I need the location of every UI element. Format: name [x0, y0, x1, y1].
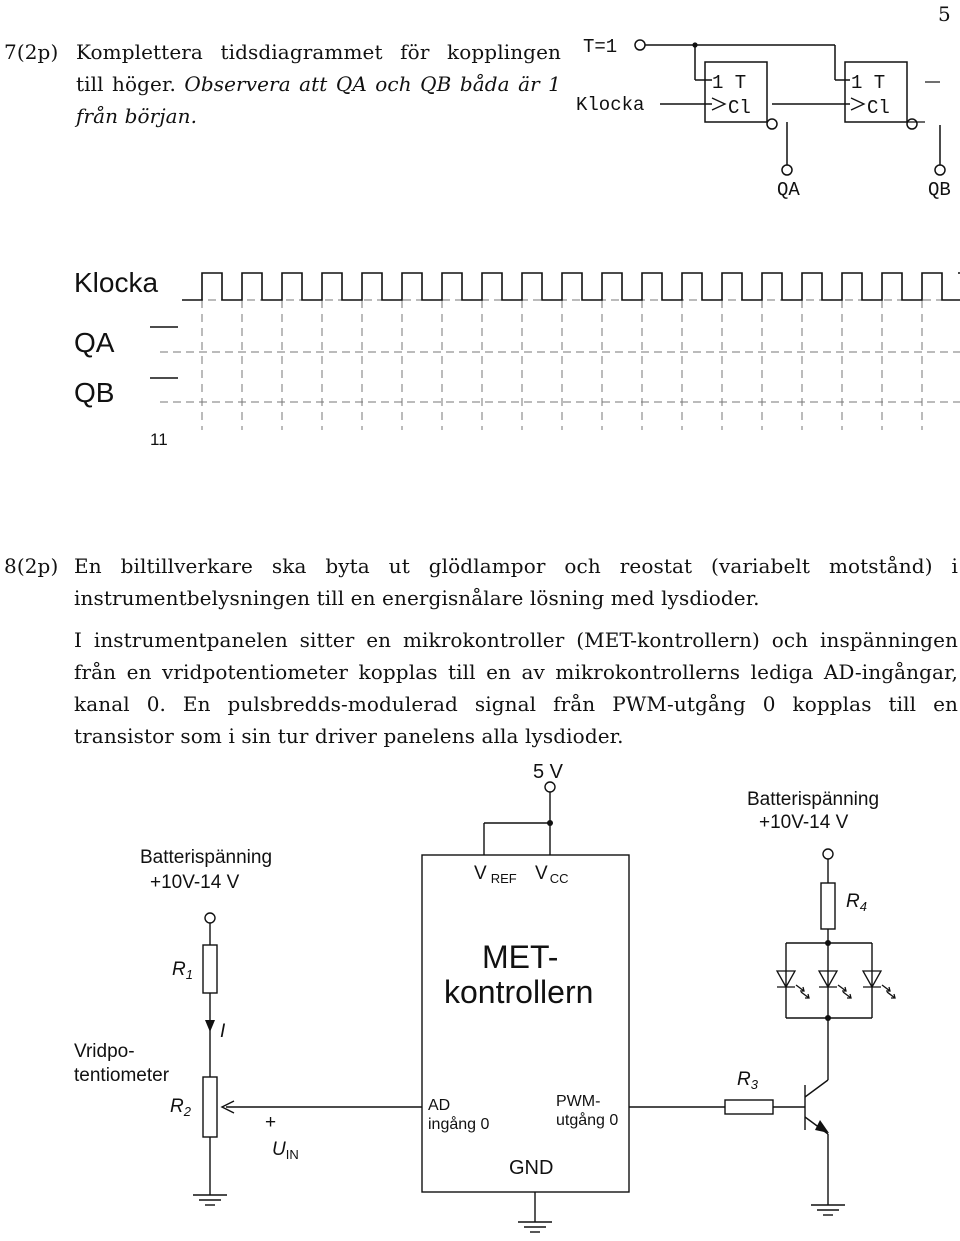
current-arrow: [205, 1020, 215, 1032]
page-number: 5: [938, 2, 951, 26]
t-input-label: T=1: [583, 36, 618, 58]
q8-p1-line2: instrumentbelysningen till en energisnålare lösning med lysdioder.: [74, 586, 760, 610]
battery-left-label-1: Batterispänning: [140, 847, 273, 868]
timing-label-qa: QA: [74, 327, 115, 358]
resistor-r1: [203, 945, 217, 993]
qb-terminal: [935, 165, 945, 175]
potentiometer-r2: [203, 1077, 217, 1137]
r4-label: $R_4$: [846, 891, 867, 914]
uin-label: $U_{IN}$: [272, 1139, 299, 1162]
qb-label: QB: [928, 179, 951, 201]
uin-plus: +: [265, 1112, 277, 1133]
led-array: [777, 971, 895, 998]
ff2-cl-label: Cl: [867, 97, 890, 119]
timing-vertical-gridlines: [202, 300, 960, 430]
pwm-label-1: PWM-: [556, 1093, 601, 1110]
pot-label-1: Vridpo-: [74, 1041, 135, 1062]
supply-5v-label: 5 V: [533, 761, 564, 783]
led-circuit: [60, 755, 960, 1241]
r1-label: $R_1$: [172, 959, 193, 982]
clock-waveform: [182, 273, 960, 300]
q7-number: 7(2p): [4, 40, 59, 64]
q7-line2: [76, 68, 561, 100]
q8-p2-line1: I instrumentpanelen sitter en mikrokontroller (MET-kontrollern) och inspänningen: [74, 628, 958, 652]
pwm-label-2: utgång 0: [556, 1112, 619, 1129]
q8-paragraph-2: [74, 624, 958, 752]
q8-number: 8(2p): [4, 554, 59, 578]
pot-label-2: tentiometer: [74, 1065, 170, 1086]
flipflop-circuit: [560, 20, 960, 220]
ff2-t-label: 1 T: [851, 72, 886, 94]
q8-paragraph-1: [74, 550, 958, 614]
ad-label-1: AD: [428, 1097, 451, 1114]
ff1-t-label: 1 T: [712, 72, 747, 94]
battery-left-label-2: +10V-14 V: [150, 872, 240, 893]
resistor-r3: [725, 1100, 773, 1114]
met-title-2: kontrollern: [444, 974, 594, 1010]
qa-terminal: [782, 165, 792, 175]
timing-label-qb: QB: [74, 377, 115, 408]
current-label: I: [220, 1021, 226, 1042]
ad-label-2: ingång 0: [428, 1116, 490, 1133]
q8-p2-line2: från en vridpotentiometer kopplas till en av mikrokontrollerns lediga AD-ingångar,: [74, 660, 958, 684]
gnd-label: GND: [509, 1157, 554, 1179]
q8-p2-line4: transistor som i sin tur driver panelens alla lysdioder.: [74, 724, 624, 748]
t-input-terminal: [635, 40, 645, 50]
r2-label: $R_2$: [170, 1096, 191, 1119]
timing-gridlines: [160, 300, 960, 402]
led-1: [777, 971, 809, 998]
met-title-1: MET-: [482, 939, 559, 975]
timing-diagram: [60, 255, 960, 455]
battery-right-label-2: +10V-14 V: [759, 812, 849, 833]
battery-right-label-1: Batterispänning: [747, 789, 880, 810]
q8-p2-line3: kanal 0. En pulsbredds-modulerad signal från PWM-utgång 0 kopplas till en: [74, 692, 958, 716]
emitter-arrow: [815, 1120, 829, 1133]
timing-note: 11: [150, 430, 168, 449]
vref-label: V $_{REF}$: [474, 863, 517, 886]
q7-line3: från början.: [76, 104, 198, 128]
timing-label-clock: Klocka: [74, 267, 159, 298]
q7-text: [76, 36, 561, 132]
ff1-cl-label: Cl: [728, 97, 751, 119]
q7-line2-a: till höger.: [76, 72, 176, 96]
qa-label: QA: [777, 179, 800, 201]
vcc-label: V $_{CC}$: [535, 863, 569, 886]
q8-p1-line1: En biltillverkare ska byta ut glödlampor och reostat (variabelt motstånd) i: [74, 554, 958, 578]
led-3: [863, 971, 895, 998]
q7-line1: Komplettera tidsdiagrammet för kopplingen: [76, 40, 561, 64]
led-2: [819, 971, 851, 998]
r3-label: $R_3$: [737, 1069, 758, 1092]
q7-line2-b: Observera att QA och QB båda är 1: [184, 72, 562, 96]
clock-input-label: Klocka: [576, 94, 645, 116]
resistor-r4: [821, 883, 835, 929]
met-controller-box: [422, 855, 629, 1192]
